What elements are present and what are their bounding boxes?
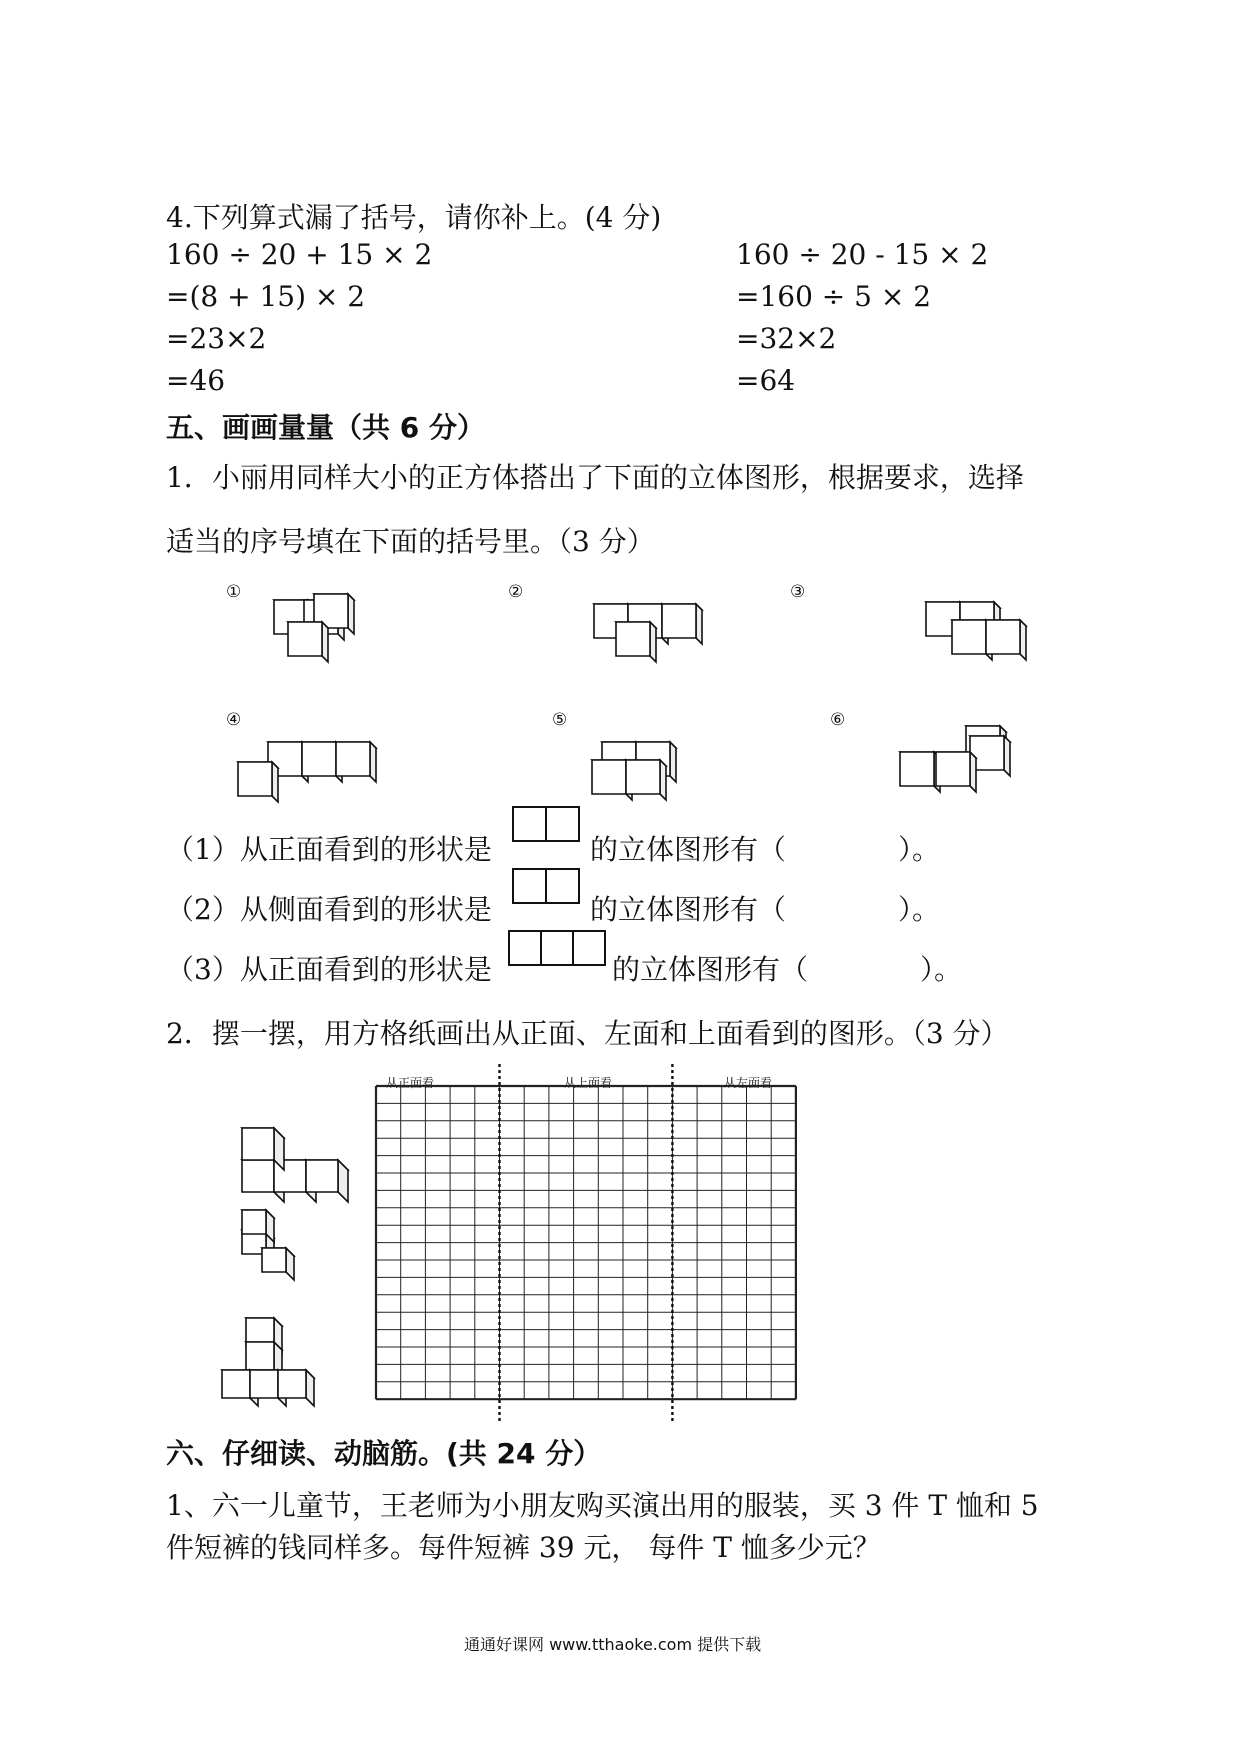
cube-figure-1 [270, 596, 370, 656]
cube-face [696, 604, 702, 644]
cube-figure-l-shape [242, 1112, 362, 1194]
three-square-shape [508, 930, 606, 966]
cube-face [288, 622, 322, 656]
cube-face [970, 752, 976, 792]
grid-header-front: 从正面看 [386, 1076, 435, 1090]
q4-right-line-4: =64 [736, 364, 796, 397]
cube-face [238, 762, 272, 796]
q4-left-line-2: =(8 + 15) × 2 [166, 280, 366, 313]
cube-face [336, 742, 370, 776]
cube-face [592, 760, 626, 794]
sub-question-1-suffix: 的立体图形有（ ）。 [590, 833, 941, 866]
cube-face [662, 604, 696, 638]
cube-figure-step [242, 1208, 322, 1274]
cube-face [278, 1370, 306, 1398]
cube-face [242, 1160, 274, 1192]
cube-face [660, 760, 666, 800]
cube-face [1020, 620, 1026, 660]
cube-face [348, 594, 354, 634]
cube-face [262, 1248, 286, 1272]
cube-face [952, 620, 986, 654]
two-square-shape-1 [512, 806, 580, 842]
q4-left-line-4: =46 [166, 364, 226, 397]
cube-face [242, 1210, 266, 1234]
two-square-shape-2 [512, 868, 580, 904]
cube-figure-tower [222, 1306, 332, 1400]
grid-header-top: 从上面看 [564, 1076, 613, 1090]
cube-figure-2 [592, 598, 712, 658]
cube-face [616, 622, 650, 656]
figure-label-4: ④ [226, 710, 242, 730]
cube-face [286, 1248, 294, 1280]
section5-q1-line2: 适当的序号填在下面的括号里。（3 分） [166, 525, 655, 558]
cube-face [338, 1160, 348, 1202]
figure-label-6: ⑥ [830, 710, 846, 730]
cube-face [900, 752, 934, 786]
figure-label-1: ① [226, 582, 242, 602]
cube-face [986, 620, 1020, 654]
section5-q2: 2．摆一摆，用方格纸画出从正面、左面和上面看到的图形。（3 分） [166, 1017, 1009, 1050]
cube-face [370, 742, 376, 782]
cube-face [306, 1370, 314, 1406]
cube-figure-5 [592, 736, 702, 796]
grid-paper [360, 1064, 820, 1418]
cube-face [222, 1370, 250, 1398]
cube-face [1004, 736, 1010, 776]
q4-right-line-1: 160 ÷ 20 - 15 × 2 [736, 238, 989, 271]
sub-question-1-prefix: （1）从正面看到的形状是 [166, 833, 492, 866]
cube-figure-4 [238, 736, 378, 796]
cube-figure-3 [922, 596, 1042, 656]
cube-face [670, 742, 676, 782]
cube-face [936, 752, 970, 786]
cube-face [242, 1128, 274, 1160]
grid-header-left: 从左面看 [724, 1076, 773, 1090]
sub-question-2-suffix: 的立体图形有（ ）。 [590, 893, 941, 926]
q4-right-line-3: =32×2 [736, 322, 837, 355]
cube-face [250, 1370, 278, 1398]
section5-title: 五、画画量量（共 6 分） [166, 411, 485, 444]
section6-q1-line1: 1、六一儿童节，王老师为小朋友购买演出用的服装，买 3 件 T 恤和 5 [166, 1489, 1039, 1522]
sub-question-3-suffix: 的立体图形有（ ）。 [612, 953, 963, 986]
footer-text: 通通好课网 www.tthaoke.com 提供下载 [464, 1635, 762, 1654]
cube-face [306, 1160, 338, 1192]
figure-label-3: ③ [790, 582, 806, 602]
section6-q1-line2: 件短裤的钱同样多。每件短裤 39 元， 每件 T 恤多少元？ [166, 1531, 881, 1564]
cube-figure-6 [900, 720, 1020, 792]
q4-right-line-2: =160 ÷ 5 × 2 [736, 280, 932, 313]
section6-title: 六、仔细读、动脑筋。(共 24 分） [166, 1437, 602, 1470]
sub-question-2-prefix: （2）从侧面看到的形状是 [166, 893, 492, 926]
q4-left-line-3: =23×2 [166, 322, 267, 355]
q4-left-line-1: 160 ÷ 20 + 15 × 2 [166, 238, 433, 271]
cube-face [272, 762, 278, 802]
cube-face [246, 1342, 274, 1370]
figure-label-5: ⑤ [552, 710, 568, 730]
cube-face [626, 760, 660, 794]
cube-face [302, 742, 336, 776]
sub-question-3-prefix: （3）从正面看到的形状是 [166, 953, 492, 986]
cube-face [322, 622, 328, 662]
cube-face [650, 622, 656, 662]
section5-q1-line1: 1．小丽用同样大小的正方体搭出了下面的立体图形，根据要求，选择 [166, 461, 1024, 494]
figure-label-2: ② [508, 582, 524, 602]
q4-title: 4.下列算式漏了括号，请你补上。(4 分) [166, 201, 662, 234]
